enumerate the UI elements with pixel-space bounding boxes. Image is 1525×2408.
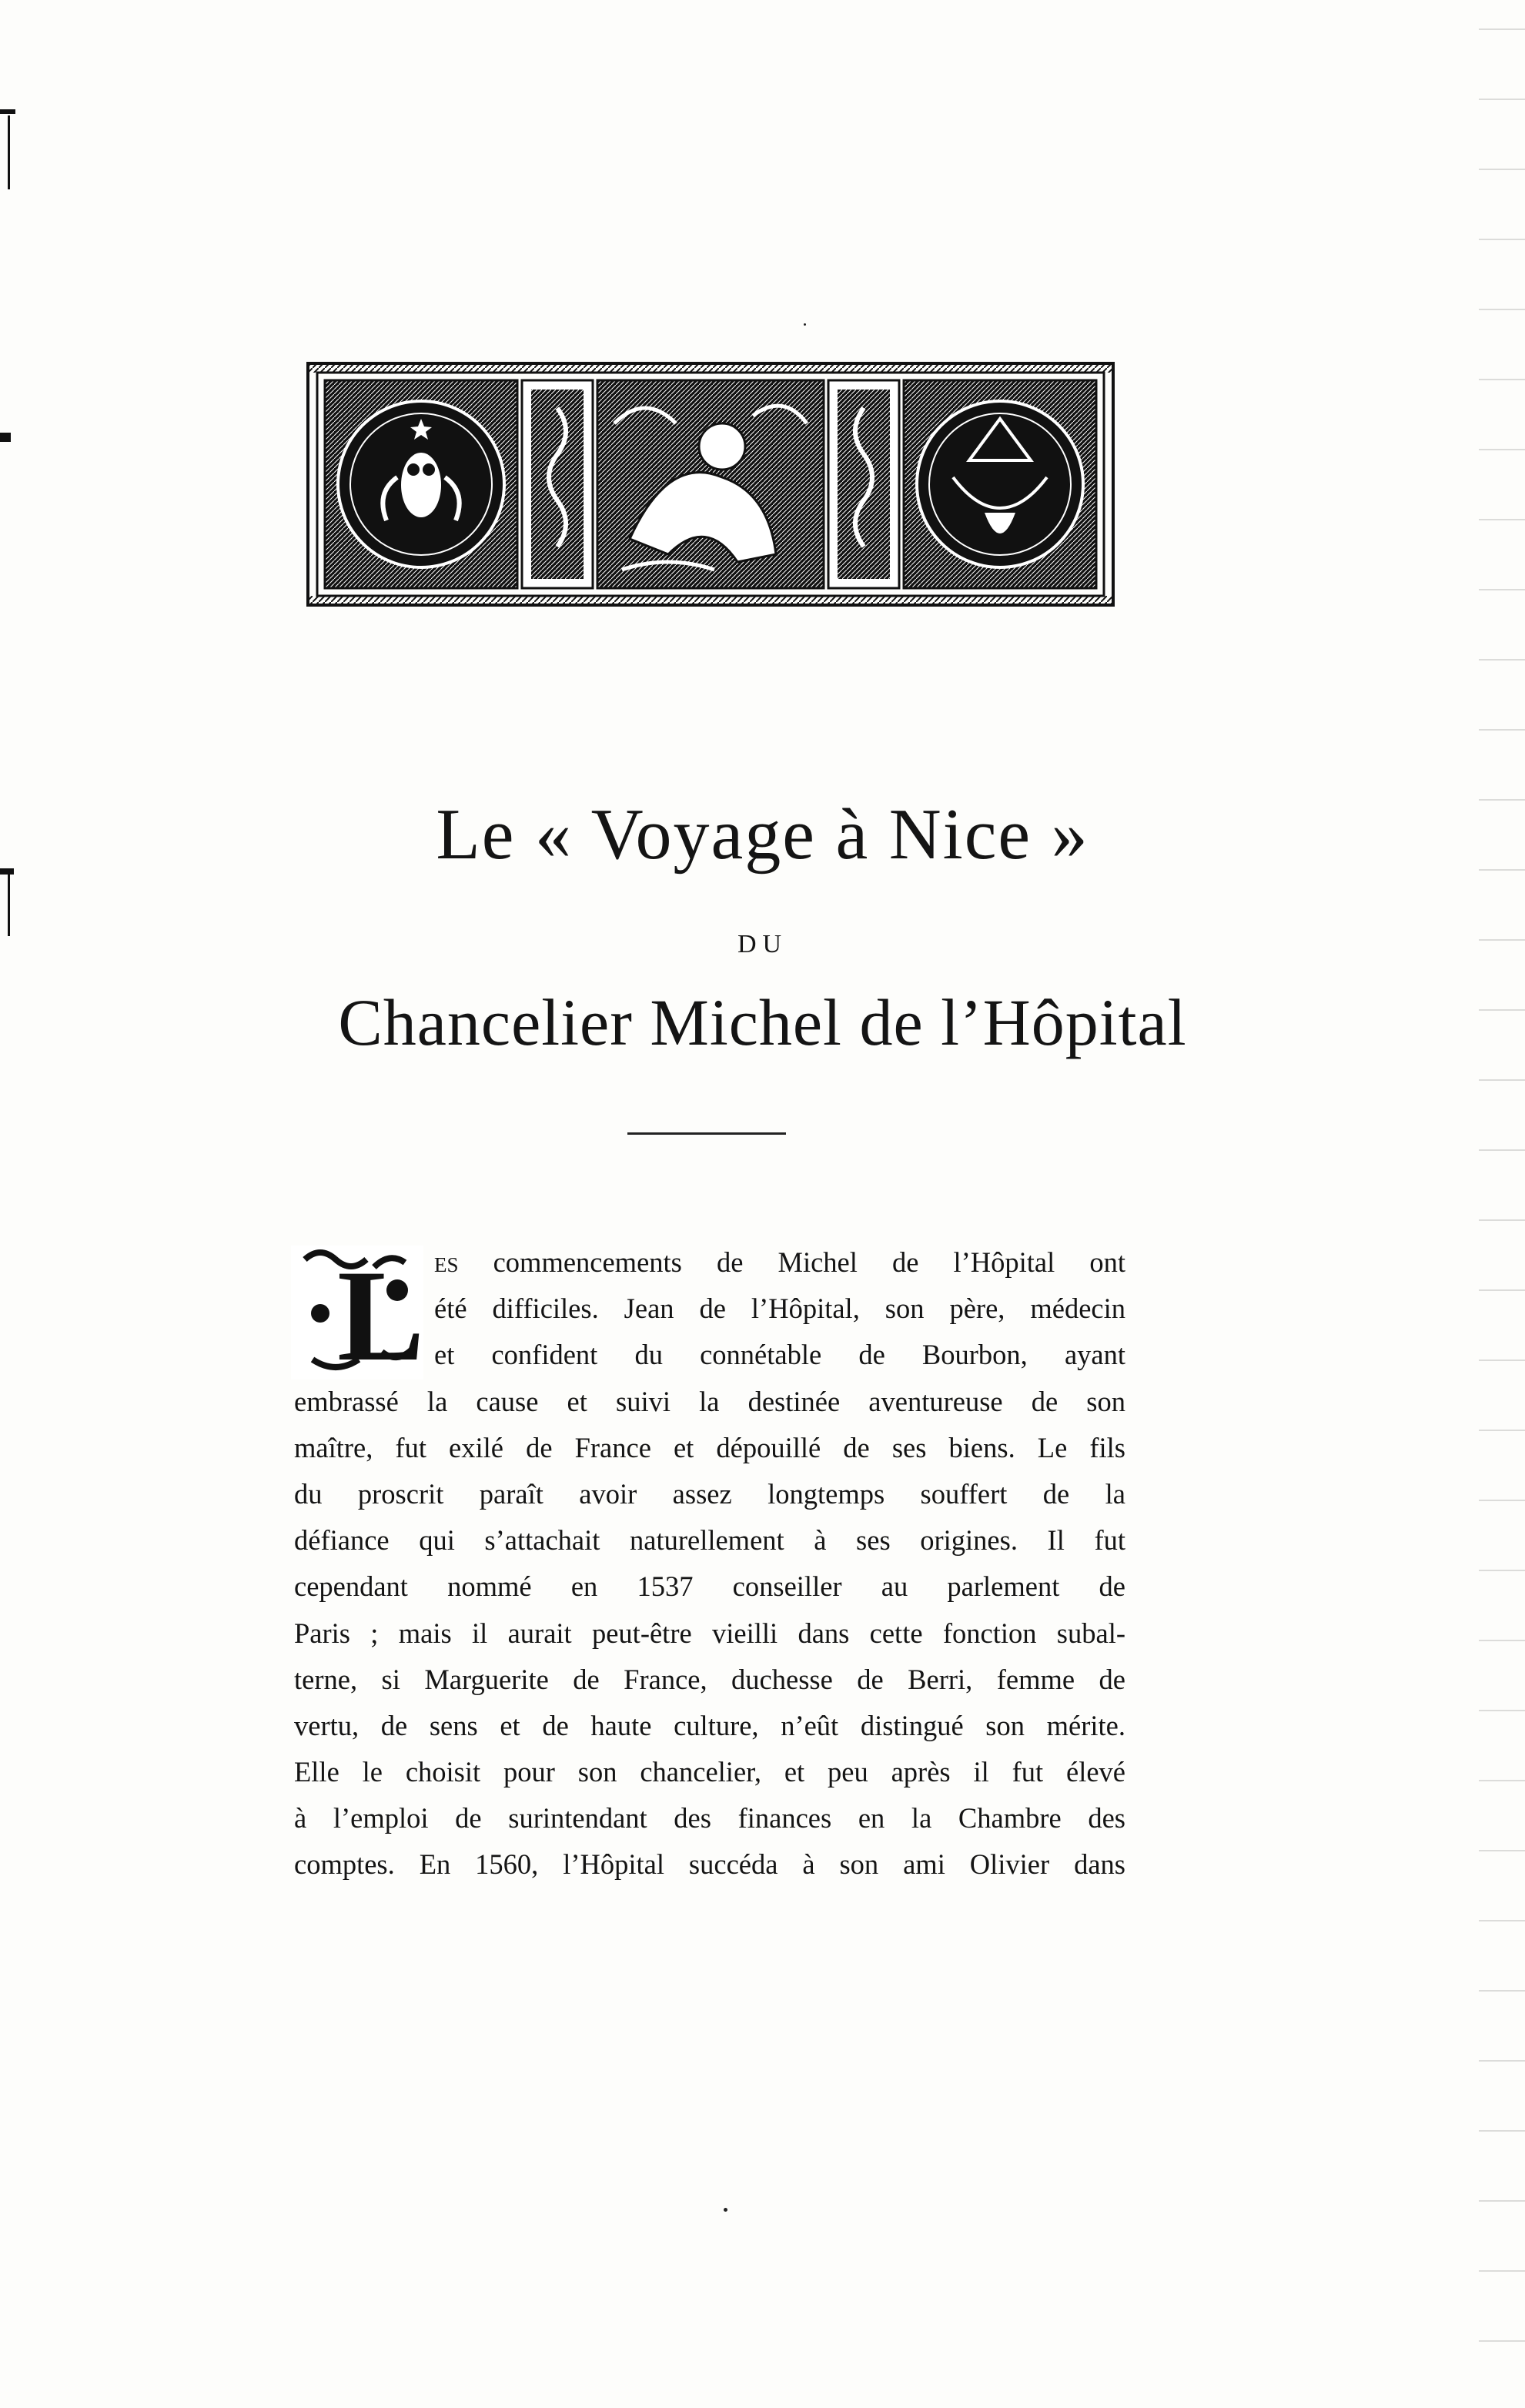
text-line: Elle le choisit pour son chancelier, et peu après il fut élevé — [294, 1756, 1125, 1788]
speck — [804, 323, 806, 326]
text-line: et confident du connétable de Bourbon, ayant — [434, 1339, 1125, 1371]
text-line: comptes. En 1560, l’Hôpital succéda à son ami Olivier dans — [294, 1848, 1125, 1881]
text-line: vertu, de sens et de haute culture, n’eût distingué son mérite. — [294, 1709, 1125, 1741]
scan-mark — [8, 115, 10, 189]
text-line: Paris ; mais il aurait peut-être vieilli dans cette fonction subal- — [294, 1617, 1125, 1649]
text-line: maître, fut exilé de France et dépouillé de ses biens. Le fils — [294, 1431, 1125, 1463]
title-divider — [627, 1132, 786, 1135]
first-word-smallcaps: ES — [434, 1253, 459, 1276]
title-line-2: Chancelier Michel de l’Hôpital — [338, 985, 1187, 1059]
text-line: été difficiles. Jean de l’Hôpital, son père, médecin — [434, 1293, 1125, 1325]
scan-mark — [8, 875, 10, 936]
text-line: terne, si Marguerite de France, duchesse de Berri, femme de — [294, 1663, 1125, 1695]
text-line: à l’emploi de surintendant des finances en la Chambre des — [294, 1802, 1125, 1834]
scan-mark — [0, 433, 11, 442]
text-line: embrassé la cause et suivi la destinée aventureuse de son — [294, 1385, 1125, 1417]
body-paragraph — [294, 1239, 1125, 1888]
speck — [724, 2208, 727, 2212]
drop-cap-letter: L — [337, 1244, 425, 1381]
scan-mark — [0, 109, 15, 114]
text-line: cependant nommé en 1537 conseiller au parlement de — [294, 1570, 1125, 1603]
drop-cap-ornament — [289, 1244, 425, 1381]
title-line-1: Le « Voyage à Nice » — [436, 794, 1089, 875]
scan-noise — [1479, 0, 1525, 2408]
text-line: ES commencements de Michel de l’Hôpital ont — [434, 1246, 1125, 1278]
text-line: défiance qui s’attachait naturellement à ses origines. Il fut — [294, 1524, 1125, 1557]
text-line: du proscrit paraît avoir assez longtemps souffert de la — [294, 1477, 1125, 1510]
vase-medallion — [917, 401, 1083, 567]
title-connector: DU — [737, 930, 788, 958]
ornamental-headpiece — [306, 362, 1115, 607]
